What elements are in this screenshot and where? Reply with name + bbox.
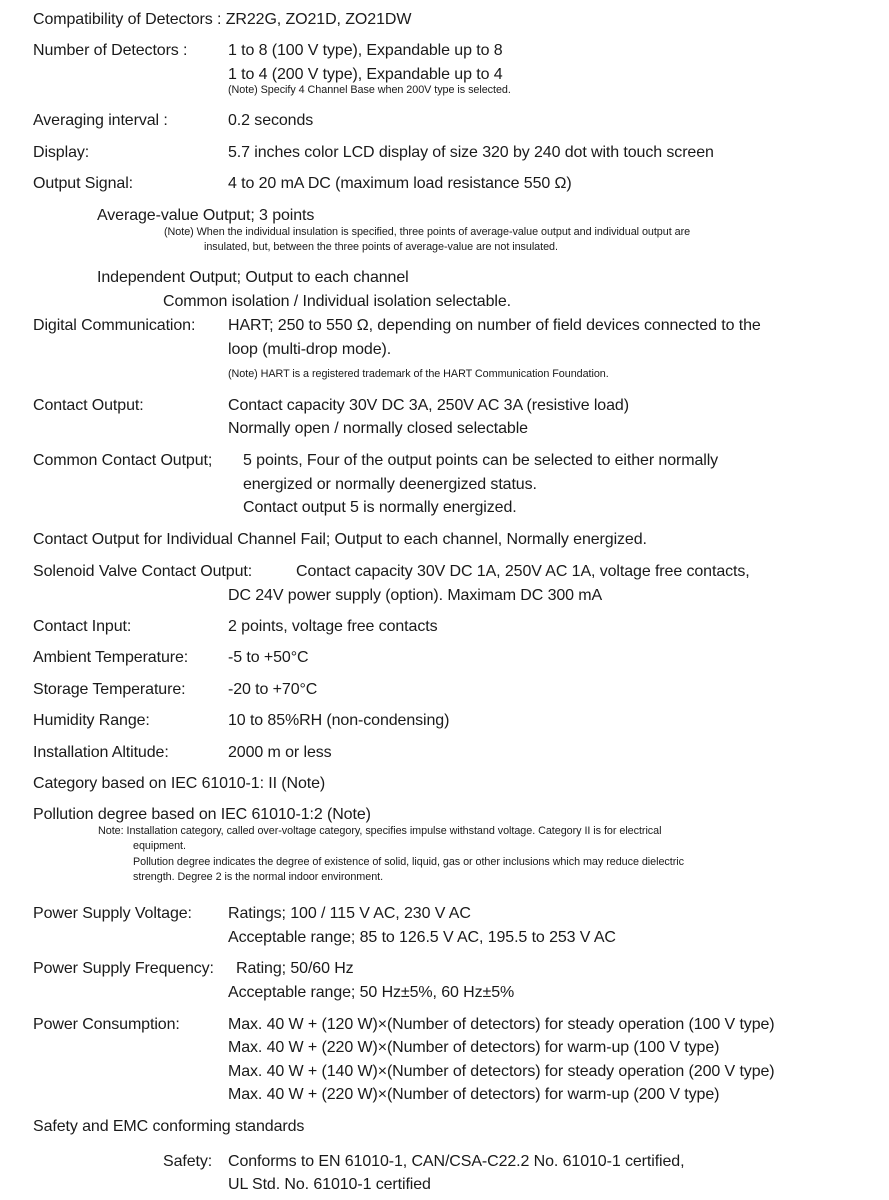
power-voltage-ratings: Ratings; 100 / 115 V AC, 230 V AC <box>228 905 471 922</box>
isolation-selectable: Common isolation / Individual isolation selectable. <box>163 293 511 310</box>
digital-comm-value-line1: HART; 250 to 550 Ω, depending on number of field devices connected to the <box>228 317 761 334</box>
average-output-note-line1: (Note) When the individual insulation is specified, three points of average-value output and individual output are <box>164 226 691 238</box>
contact-input-value: 2 points, voltage free contacts <box>228 618 438 635</box>
pollution-note-line4: strength. Degree 2 is the normal indoor environment. <box>133 871 384 883</box>
altitude-value: 2000 m or less <box>228 744 332 761</box>
humidity-label: Humidity Range: <box>33 712 150 729</box>
power-freq-range: Acceptable range; 50 Hz±5%, 60 Hz±5% <box>228 984 515 1001</box>
category-line: Category based on IEC 61010-1: II (Note) <box>33 775 326 792</box>
power-consumption-label: Power Consumption: <box>33 1016 180 1033</box>
solenoid-label: Solenoid Valve Contact Output: <box>33 563 253 580</box>
display-label: Display: <box>33 144 90 161</box>
contact-input-label: Contact Input: <box>33 618 132 635</box>
solenoid-value-line1: Contact capacity 30V DC 1A, 250V AC 1A, voltage free contacts, <box>296 563 750 580</box>
num-detectors-label: Number of Detectors : <box>33 42 188 59</box>
channel-fail-line: Contact Output for Individual Channel Fail; Output to each channel, Normally energized. <box>33 531 647 548</box>
solenoid-value-line2: DC 24V power supply (option). Maximam DC 300 mA <box>228 587 603 604</box>
pollution-note-line3: Pollution degree indicates the degree of existence of solid, liquid, gas or other inclusions which may reduce dielectric <box>133 856 684 868</box>
hart-trademark-note: (Note) HART is a registered trademark of the HART Communication Foundation. <box>228 368 609 380</box>
power-consumption-line3: Max. 40 W + (140 W)×(Number of detectors) for steady operation (200 V type) <box>228 1063 775 1080</box>
power-freq-rating: Rating; 50/60 Hz <box>236 960 354 977</box>
safety-value-line2: UL Std. No. 61010-1 certified <box>228 1176 431 1193</box>
independent-output: Independent Output; Output to each channel <box>97 269 409 286</box>
altitude-label: Installation Altitude: <box>33 744 169 761</box>
averaging-label: Averaging interval : <box>33 112 168 129</box>
output-signal-label: Output Signal: <box>33 175 133 192</box>
pollution-line: Pollution degree based on IEC 61010-1:2 (Note) <box>33 806 371 823</box>
power-consumption-line2: Max. 40 W + (220 W)×(Number of detectors) for warm-up (100 V type) <box>228 1039 720 1056</box>
power-freq-label: Power Supply Frequency: <box>33 960 214 977</box>
safety-label: Safety: <box>163 1153 213 1170</box>
power-consumption-line4: Max. 40 W + (220 W)×(Number of detectors) for warm-up (200 V type) <box>228 1086 720 1103</box>
output-signal-value: 4 to 20 mA DC (maximum load resistance 550 Ω) <box>228 175 572 192</box>
averaging-value: 0.2 seconds <box>228 112 314 129</box>
num-detectors-value-200v: 1 to 4 (200 V type), Expandable up to 4 <box>228 66 503 83</box>
common-contact-value-line1: 5 points, Four of the output points can be selected to either normally <box>243 452 719 469</box>
ambient-temp-label: Ambient Temperature: <box>33 649 189 666</box>
average-value-output: Average-value Output; 3 points <box>97 207 315 224</box>
storage-temp-label: Storage Temperature: <box>33 681 186 698</box>
storage-temp-value: -20 to +70°C <box>228 681 318 698</box>
num-detectors-value-100v: 1 to 8 (100 V type), Expandable up to 8 <box>228 42 503 59</box>
contact-output-label: Contact Output: <box>33 397 144 414</box>
digital-comm-value-line2: loop (multi-drop mode). <box>228 341 392 358</box>
safety-emc-heading: Safety and EMC conforming standards <box>33 1118 305 1135</box>
humidity-value: 10 to 85%RH (non-condensing) <box>228 712 450 729</box>
display-value: 5.7 inches color LCD display of size 320 by 240 dot with touch screen <box>228 144 714 161</box>
common-contact-value-line2: energized or normally deenergized status. <box>243 476 537 493</box>
power-voltage-range: Acceptable range; 85 to 126.5 V AC, 195.5 to 253 V AC <box>228 929 616 946</box>
compatibility-line: Compatibility of Detectors : ZR22G, ZO21D, ZO21DW <box>33 11 412 28</box>
common-contact-value-line3: Contact output 5 is normally energized. <box>243 499 517 516</box>
power-voltage-label: Power Supply Voltage: <box>33 905 192 922</box>
ambient-temp-value: -5 to +50°C <box>228 649 309 666</box>
average-output-note-line2: insulated, but, between the three points of average-value are not insulated. <box>204 241 558 253</box>
pollution-note-line2: equipment. <box>133 840 186 852</box>
power-consumption-line1: Max. 40 W + (120 W)×(Number of detectors) for steady operation (100 V type) <box>228 1016 775 1033</box>
digital-comm-label: Digital Communication: <box>33 317 196 334</box>
num-detectors-note: (Note) Specify 4 Channel Base when 200V type is selected. <box>228 84 511 96</box>
safety-value-line1: Conforms to EN 61010-1, CAN/CSA-C22.2 No. 61010-1 certified, <box>228 1153 685 1170</box>
contact-output-value-line1: Contact capacity 30V DC 3A, 250V AC 3A (resistive load) <box>228 397 629 414</box>
pollution-note-line1: Note: Installation category, called over-voltage category, specifies impulse withstand voltage. Category II is for electrical <box>98 825 662 837</box>
common-contact-label: Common Contact Output; <box>33 452 213 469</box>
contact-output-value-line2: Normally open / normally closed selectable <box>228 420 528 437</box>
